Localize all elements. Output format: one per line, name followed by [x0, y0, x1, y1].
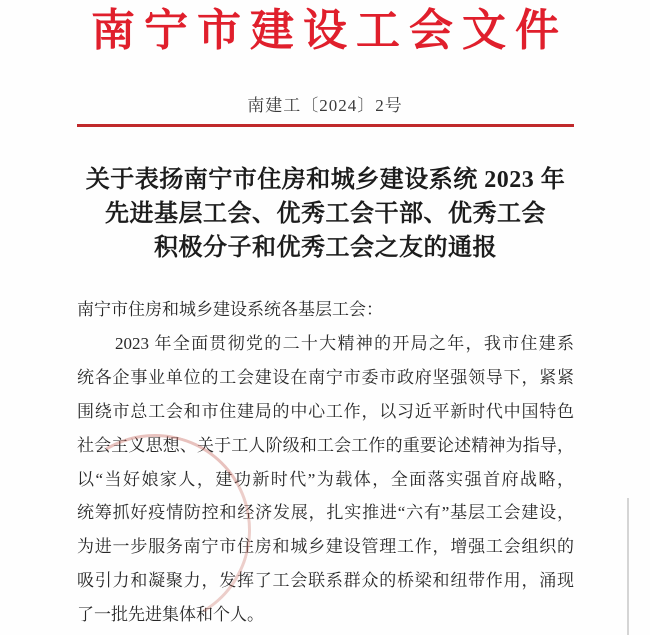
document-title-line-2: 先进基层工会、优秀工会干部、优秀工会 — [105, 201, 546, 227]
salutation-line: 南宁市住房和城乡建设系统各基层工会： — [77, 300, 383, 319]
document-header-title: 南宁市建设工会文件 — [91, 6, 568, 55]
body-line: 围绕市总工会和市住建局的中心工作，以习近平新时代中国特色 — [77, 401, 574, 421]
body-line: 吸引力和凝聚力，发挥了工会联系群众的桥梁和纽带作用，涌现 — [77, 571, 574, 591]
body-line: 2023 年全面贯彻党的二十大精神的开局之年，我市住建系 — [115, 333, 574, 353]
body-line: 为进一步服务南宁市住房和城乡建设管理工作，增强工会组织的 — [77, 537, 574, 557]
document-title — [77, 163, 574, 265]
body-line: 了一批先进集体和个人。 — [77, 605, 264, 625]
body-line: 统各企事业单位的工会建设在南宁市委市政府坚强领导下，紧紧 — [77, 367, 574, 387]
body-line: 社会主义思想、关于工人阶级和工会工作的重要论述精神为指导， — [77, 435, 574, 455]
document-title-line-3: 积极分子和优秀工会之友的通报 — [154, 235, 497, 261]
document-title-line-1: 关于表扬南宁市住房和城乡建设系统 2023 年 — [85, 167, 566, 193]
document-body — [77, 293, 574, 632]
scan-edge-shadow — [627, 498, 629, 635]
red-divider-line — [77, 124, 574, 127]
body-line: 统筹抓好疫情防控和经济发展，扎实推进“六有”基层工会建设， — [77, 503, 574, 523]
body-line: 以“当好娘家人，建功新时代”为载体，全面落实强首府战略， — [77, 469, 574, 489]
document-number: 南建工〔2024〕2号 — [247, 96, 403, 115]
